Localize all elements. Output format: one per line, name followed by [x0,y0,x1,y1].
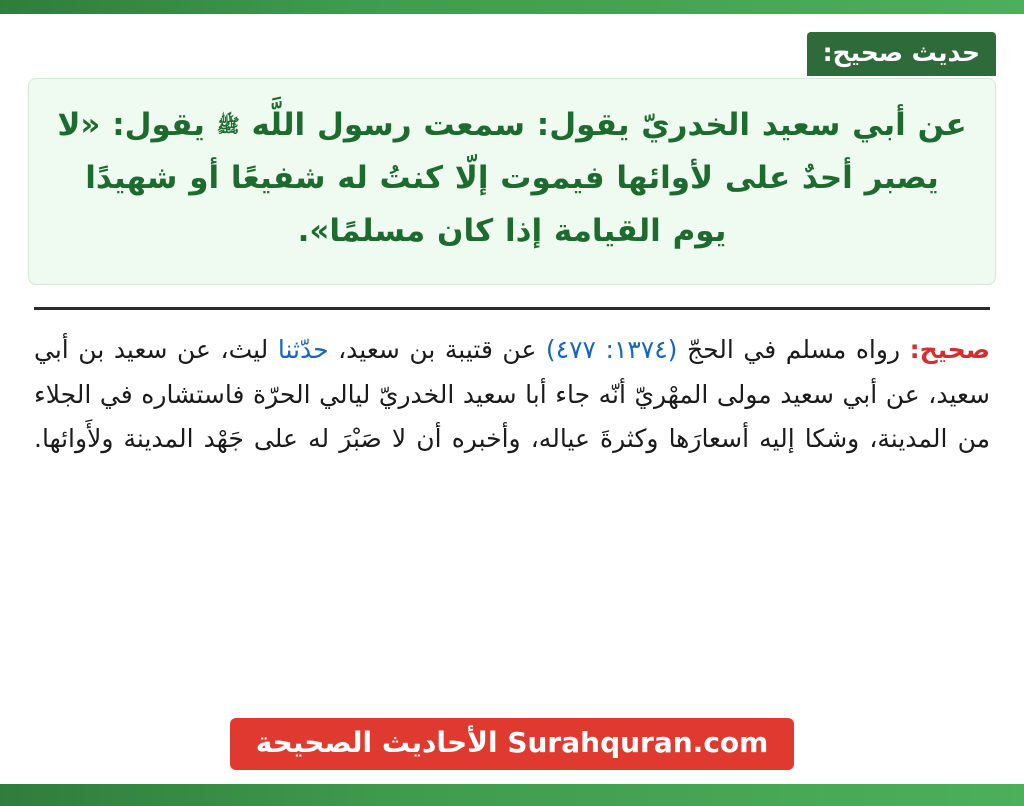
takhreej-paragraph [34,328,990,462]
site-footer-badge[interactable] [230,718,795,770]
takhreej-after-reference: عن قتيبة بن سعيد، [328,335,546,365]
hadith-grade-badge: حديث صحيح: [807,32,996,76]
site-tagline: الأحاديث الصحيحة [255,726,498,759]
top-decorative-bar [0,0,1024,14]
top-decorative-bar-gradient [0,0,1024,14]
site-name: Surahquran.com [507,726,769,759]
hadith-text-part1: عن أبي سعيد الخدريّ يقول: سمعت رسول اللَّه [239,106,967,143]
takhreej-grade-word: صحيح: [909,335,990,365]
takhreej-rest: ليث، عن سعيد بن أبي سعيد، عن أبي سعيد مولى المهْريّ أنّه جاء أبا سعيد الخدريّ ليالي الحرّة فاستشاره في الجلاء من المدينة، وشكا إليه أسعارَها وكثرةَ عياله، وأخبره أن لا صَبْرَ له على جَهْد المدينة ولأَوائها. [34,335,990,454]
hadith-text-part2: يقول: «لا يصبر أحدٌ على لأوائها فيموت إلّا كنتُ له شفيعًا أو شهيدًا يوم القيامة إذا كان مسلمًا». [57,106,939,250]
footer-row [0,718,1024,770]
hadith-text [55,99,969,259]
hadith-text-box [28,78,996,286]
bottom-decorative-bar [0,784,1024,806]
takhreej-isnad-link[interactable]: حدّثنا [277,335,329,365]
grade-label-row [28,32,996,76]
section-divider [34,307,990,310]
sallallahu-alayhi-wasallam-icon: ﷺ [216,114,240,137]
takhreej-reference[interactable]: (١٣٧٤: ٤٧٧) [545,335,678,365]
card-content [0,14,1024,784]
takhreej-source: رواه مسلم في الحجّ [677,335,910,365]
